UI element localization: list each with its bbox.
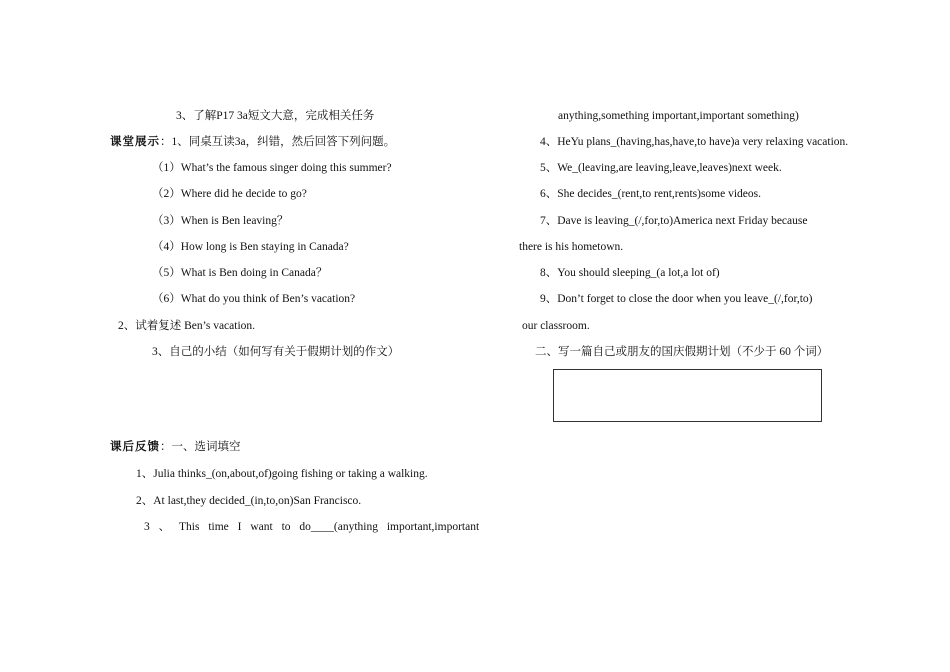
fill-item-8: 8、You should sleeping_(a lot,a lot of) (540, 267, 720, 279)
question-4: （4）How long is Ben staying in Canada? (152, 241, 349, 253)
question-5: （5）What is Ben doing in Canada？ (152, 267, 328, 279)
feedback-heading: 课后反馈 (110, 441, 160, 453)
question-3: （3）When is Ben leaving？ (152, 215, 289, 227)
feedback-section (110, 440, 241, 454)
fill-item-4: 4、HeYu plans_(having,has,have,to have)a very relaxing vacation. (540, 136, 849, 148)
task-3-text: 3、了解P17 3a短文大意，完成相关任务 (176, 110, 375, 122)
question-2: （2）Where did he decide to go? (152, 188, 307, 200)
feedback-colon: ： (160, 441, 172, 453)
fill-item-7-continuation: there is his hometown. (519, 241, 624, 253)
feedback-intro: 一、选词填空 (171, 441, 241, 453)
fill-item-1: 1、Julia thinks_(on,about,of)going fishing or taking a walking. (136, 468, 428, 480)
fill-item-5: 5、We_(leaving,are leaving,leave,leaves)next week. (540, 162, 782, 174)
writing-task: 二、写一篇自己或朋友的国庆假期计划（不少于 60 个词） (535, 346, 829, 358)
question-6: （6）What do you think of Ben’s vacation? (152, 293, 356, 305)
fill-item-3: 3 、 This time I want to do____(anything important,important (144, 521, 480, 533)
writing-answer-box[interactable] (553, 369, 822, 422)
fill-item-9: 9、Don’t forget to close the door when you leave_(/,for,to) (540, 293, 813, 305)
summary-task: 3、自己的小结（如何写有关于假期计划的作文） (152, 346, 400, 358)
fill-item-6: 6、She decides_(rent,to rent,rents)some videos. (540, 188, 761, 200)
classroom-section (110, 135, 395, 149)
fill-item-2: 2、At last,they decided_(in,to,on)San Francisco. (136, 495, 362, 507)
fill-item-9-continuation: our classroom. (522, 320, 590, 332)
item-3-continuation: anything,something important,important something) (558, 110, 799, 122)
classroom-colon: ： (160, 136, 172, 148)
classroom-intro: 1、同桌互读3a，纠错，然后回答下列问题。 (171, 136, 396, 148)
classroom-heading: 课堂展示 (110, 136, 160, 148)
question-1: （1）What’s the famous singer doing this summer? (152, 162, 392, 174)
retell-task: 2、试着复述 Ben’s vacation. (118, 320, 256, 332)
fill-item-7: 7、Dave is leaving_(/,for,to)America next Friday because (540, 215, 808, 227)
